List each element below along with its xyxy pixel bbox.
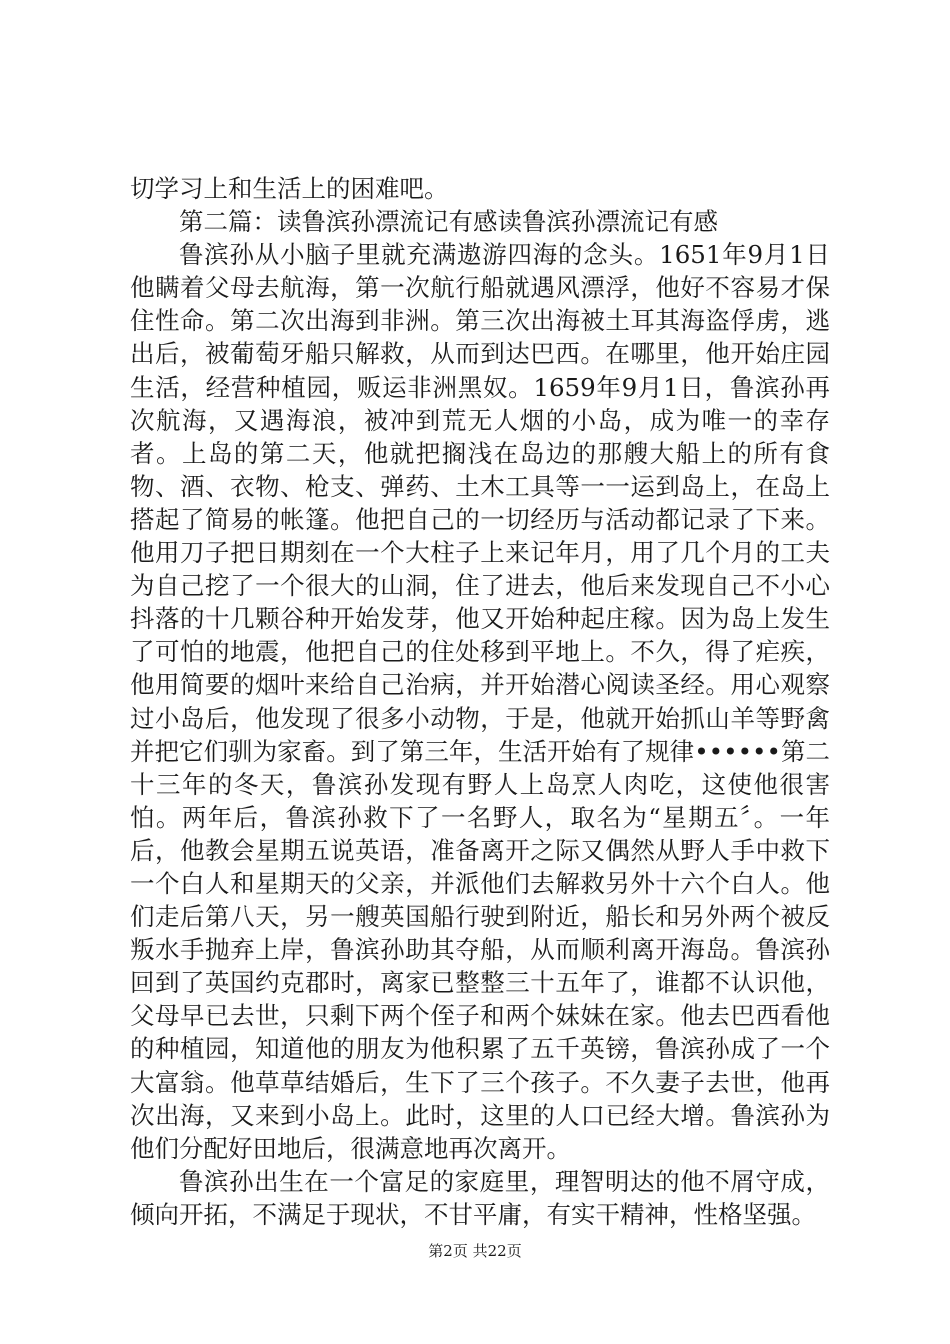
paragraph-summary: 鲁滨孙从小脑子里就充满遨游四海的念头。1651年9月1日他瞒着父母去航海，第一次航行船就遇风漂浮，他好不容易才保住性命。第二次出海到非洲。第三次出海被土耳其海盗俘虏，逃出后，被葡萄牙船只解救，从而到达巴西。在哪里，他开始庄园生活，经营种植园，贩运非洲黑奴。1659年9月1日，鲁滨孙再次航海，又遇海浪，被冲到荒无人烟的小岛，成为唯一的幸存者。上岛的第二天，他就把搁浅在岛边的那艘大船上的所有食物、酒、衣物、枪支、弹药、土木工具等一一运到岛上，在岛上搭起了简易的帐篷。他把自己的一切经历与活动都记录了下来。他用刀子把日期刻在一个大柱子上来记年月，用了几个月的工夫为自己挖了一个很大的山洞，住了进去，他后来发现自己不小心抖落的十几颗谷种开始发芽，他又开始种起庄稼。因为岛上发生了可怕的地震，他把自己的住处移到平地上。不久，得了疟疾，他用简要的烟叶来给自己治病，并开始潜心阅读圣经。用心观察过小岛后，他发现了很多小动物，于是，他就开始抓山羊等野禽并把它们驯为家畜。到了第三年，生活开始有了规律••••••第二十三年的冬天，鲁滨孙发现有野人上岛烹人肉吃，这使他很害怕。两年后，鲁滨孙救下了一名野人，取名为“星期五〞。一年后，他教会星期五说英语，准备离开之际又偶然从野人手中救下一个白人和星期天的父亲，并派他们去解救另外十六个白人。他们走后第八天，另一艘英国船行驶到附近，船长和另外两个被反叛水手抛弃上岸，鲁滨孙助其夺船，从而顺利离开海岛。鲁滨孙回到了英国约克郡时，离家已整整三十五年了，谁都不认识他，父母早已去世，只剩下两个侄子和两个妹妹在家。他去巴西看他的种植园，知道他的朋友为他积累了五千英镑，鲁滨孙成了一个大富翁。他草草结婚后，生下了三个孩子。不久妻子去世，他再次出海，又来到小岛上。此时，这里的人口已经大增。鲁滨孙为他们分配好田地后，很满意地再次离开。: [130, 240, 830, 1163]
section-heading: 第二篇：读鲁滨孙漂流记有感读鲁滨孙漂流记有感: [179, 207, 718, 237]
paragraph-character: 鲁滨孙出生在一个富足的家庭里，理智明达的他不屑守成，倾向开拓，不满足于现状，不甘平庸，有实干精神，性格坚强。: [130, 1166, 830, 1229]
body-text: [130, 172, 830, 1231]
paragraph-continuation: 切学习上和生活上的困难吧。: [130, 174, 449, 203]
page-footer: 第2页 共22页: [428, 1242, 522, 1260]
